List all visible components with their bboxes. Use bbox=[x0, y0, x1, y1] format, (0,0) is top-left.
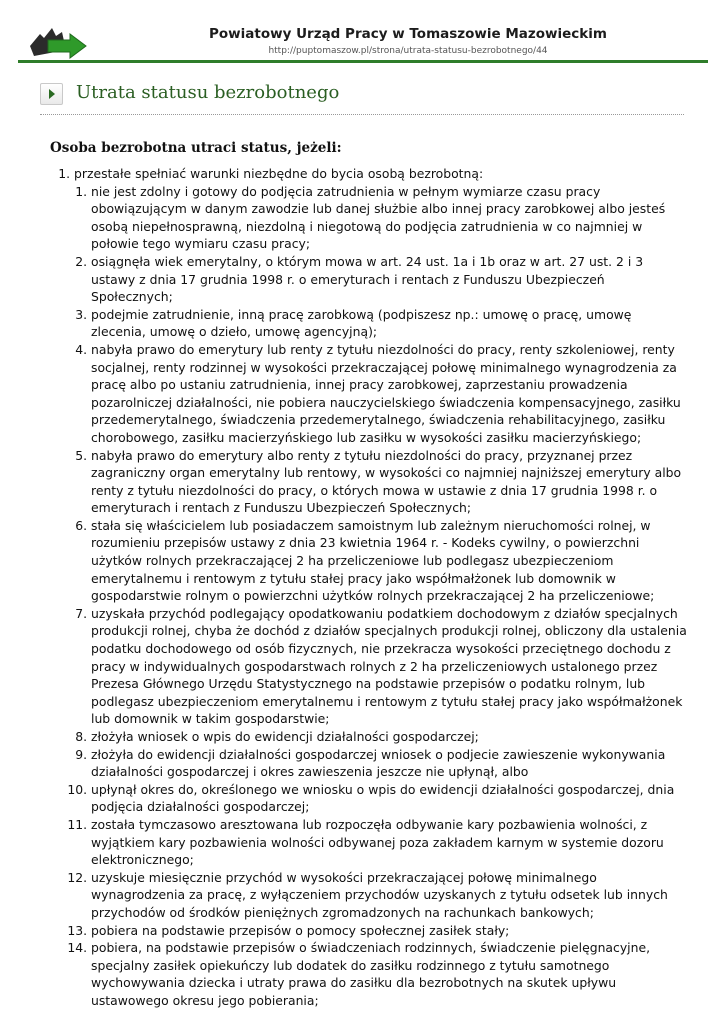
list-item bbox=[74, 165, 690, 1010]
list-item: 9. złożyła do ewidencji działalności gospodarczej wniosek o podjecie zawieszenie wykonywania działalności gospodarczej i okres zawieszenia jeszcze nie upłynął, albo bbox=[91, 746, 690, 781]
page-header bbox=[18, 14, 708, 64]
list-item: 11. została tymczasowo aresztowana lub rozpoczęła odbywanie kary pozbawienia wolności, z wyjątkiem kary pozbawienia wolności odbywanej poza zakładem karnym w systemie dozoru elektronicznego; bbox=[91, 816, 690, 869]
list-item: 3. podejmie zatrudnienie, inną pracę zarobkową (podpiszesz np.: umowę o pracę, umowę zlecenia, umowę o dzieło, umowę agencyjną); bbox=[91, 306, 690, 341]
page-title-row bbox=[40, 82, 690, 106]
title-divider bbox=[40, 114, 684, 115]
list-item: 12. uzyskuje miesięcznie przychód w wysokości przekraczającej połowę minimalnego wynagrodzenia za pracę, z wyłączeniem przychodów uzyskanych z tytułu odsetek lub innych przychodów od środków pieniężnych zgromadzonych na rachunkach bankowych; bbox=[91, 869, 690, 922]
list-item: 14. pobiera, na podstawie przepisów o świadczeniach rodzinnych, świadczenie pielęgnacyjne, specjalny zasiłek opiekuńczy lub dodatek do zasiłku rodzinnego z tytułu samotnego wychowywania dziecka i utraty prawa do zasiłku dla bezrobotnych na skutek upływu ustawowego okresu jego pobierania; bbox=[91, 939, 690, 1009]
page-title: Utrata statusu bezrobotnego bbox=[76, 82, 340, 103]
sub-list bbox=[74, 183, 690, 1010]
page-url: http://puptomaszow.pl/strona/utrata-statusu-bezrobotnego/44 bbox=[268, 46, 548, 56]
header-divider bbox=[18, 60, 708, 63]
arrow-right-icon bbox=[40, 83, 63, 105]
list-item: 13. pobiera na podstawie przepisów o pomocy społecznej zasiłek stały; bbox=[91, 922, 690, 940]
list-item: 5. nabyła prawo do emerytury albo renty z tytułu niezdolności do pracy, przyznanej przez zagraniczny organ emerytalny lub rentowy, w wysokości co najmniej najniższej emerytury albo renty z tytułu niezdolności do pracy, o których mowa w ustawie z dnia 17 grudnia 1998 r. o emeryturach i rentach z Funduszu Ubezpieczeń Społecznych; bbox=[91, 447, 690, 517]
list-item: 8. złożyła wniosek o wpis do ewidencji działalności gospodarczej; bbox=[91, 728, 690, 746]
conditions-list bbox=[50, 165, 690, 1010]
list-item: 6. stała się właścicielem lub posiadaczem samoistnym lub zależnym nieruchomości rolnej, w rozumieniu przepisów ustawy z dnia 23 kwietnia 1964 r. - Kodeks cywilny, o powierzchni użytków rolnych przekraczającej 2 ha przeliczeniowe lub podlegasz ubezpieczeniom emerytalnemu i rentowym z tytułu stałej pracy jako współmałżonek lub domownik w gospodarstwie rolnym o powierzchni użytków rolnych przekraczającej 2 ha przeliczeniowe; bbox=[91, 517, 690, 605]
list-item: 1. nie jest zdolny i gotowy do podjęcia zatrudnienia w pełnym wymiarze czasu pracy obowiązującym w danym zawodzie lub danej służbie albo innej pracy zarobkowej albo jesteś osobą niepełnosprawną, niezdolną i niegotową do podjęcia zatrudnienia w co najmniej w połowie tego wymiaru czasu pracy; bbox=[91, 183, 690, 253]
list-item: 10. upłynął okres do, określonego we wniosku o wpis do ewidencji działalności gospodarczej, dnia podjęcia działalności gospodarczej; bbox=[91, 781, 690, 816]
list-item: 2. osiągnęła wiek emerytalny, o którym mowa w art. 24 ust. 1a i 1b oraz w art. 27 ust. 2 i 3 ustawy z dnia 17 grudnia 1998 r. o emeryturach i rentach z Funduszu Ubezpieczeń Społecznych; bbox=[91, 253, 690, 306]
list-item: 4. nabyła prawo do emerytury lub renty z tytułu niezdolności do pracy, renty szkoleniowej, renty socjalnej, renty rodzinnej w wysokości przekraczającej połowę minimalnego wynagrodzenia za pracę albo po ustaniu zatrudnienia, innej pracy zarobkowej, zaprzestaniu prowadzenia pozarolniczej działalności, nie pobiera nauczycielskiego świadczenia kompensacyjnego, zasiłku przedemerytalnego, świadczenia przedemerytalnego, świadczenia rehabilitacyjnego, zasiłku chorobowego, zasiłku macierzyńskiego lub zasiłku w wysokości zasiłku macierzyńskiego; bbox=[91, 341, 690, 447]
site-title: Powiatowy Urząd Pracy w Tomaszowie Mazowieckim bbox=[209, 26, 607, 42]
outer-list bbox=[50, 165, 690, 1010]
list-item-text: przestałe spełniać warunki niezbędne do bycia osobą bezrobotną: bbox=[74, 166, 484, 181]
list-item: 7. uzyskała przychód podlegający opodatkowaniu podatkiem dochodowym z działów specjalnych produkcji rolnej, chyba że dochód z działów specjalnych produkcji rolnej, obliczony dla ustalenia podatku dochodowego od osób fizycznych, nie przekracza wysokości przeciętnego dochodu z pracy w indywidualnych gospodarstwach rolnych z 2 ha przeliczeniowych ustalonego przez Prezesa Głównego Urzędu Statystycznego na podstawie przepisów o podatku rolnym, lub podlegasz ubezpieczeniom emerytalnemu i rentowym z tytułu stałej pracy jako współmałżonek lub domownik w takim gospodarstwie; bbox=[91, 605, 690, 728]
lead-heading: Osoba bezrobotna utraci status, jeżeli: bbox=[50, 140, 342, 156]
